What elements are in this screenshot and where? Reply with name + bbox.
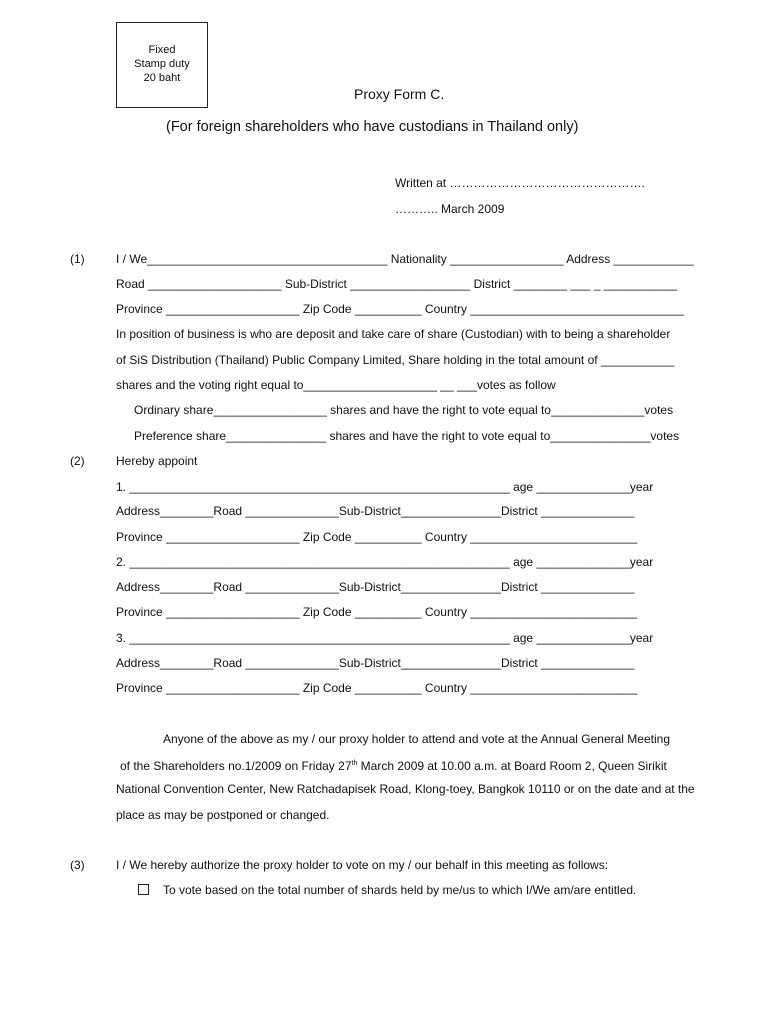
section-2-number: (2) xyxy=(70,454,85,468)
authorize-heading: I / We hereby authorize the proxy holder to vote on my / our behalf in this meeting as follows: xyxy=(116,858,609,872)
proxy-2-address-line[interactable]: Address________Road ______________Sub-District_______________District ______________ xyxy=(116,580,635,594)
meeting-paragraph-line-3: National Convention Center, New Ratchadapisek Road, Klong-toey, Bangkok 10110 or on the date and at the xyxy=(116,782,695,796)
proxy-3-name-line[interactable]: 3. _________________________________________________________ age ______________year xyxy=(116,631,654,645)
voting-right-line[interactable]: shares and the voting right equal to____________________ __ ___votes as follow xyxy=(116,378,556,392)
stamp-duty-box xyxy=(116,22,208,108)
ordinal-superscript: th xyxy=(351,760,358,767)
custodian-statement: In position of business is who are deposit and take care of share (Custodian) with to being a shareholder xyxy=(116,327,671,341)
form-subtitle: (For foreign shareholders who have custodians in Thailand only) xyxy=(166,119,579,135)
ordinary-share-line[interactable]: Ordinary share_________________ shares and have the right to vote equal to______________votes xyxy=(134,403,674,417)
stamp-line-3: 20 baht xyxy=(143,72,181,84)
vote-option-label: To vote based on the total number of shards held by me/us to which I/We am/are entitled. xyxy=(163,883,637,897)
meeting-date-text: of the Shareholders no.1/2009 on Friday 27 xyxy=(120,759,352,773)
meeting-venue-text: March 2009 at 10.00 a.m. at Board Room 2, Queen Sirikit xyxy=(357,759,667,773)
appoint-heading: Hereby appoint xyxy=(116,454,198,468)
meeting-paragraph-line-1: Anyone of the above as my / our proxy holder to attend and vote at the Annual General Meeting xyxy=(163,732,670,746)
proxy-1-province-line[interactable]: Province ____________________ Zip Code __________ Country _________________________ xyxy=(116,530,638,544)
proxy-3-province-line[interactable]: Province ____________________ Zip Code __________ Country _________________________ xyxy=(116,681,638,695)
form-title: Proxy Form C. xyxy=(354,86,445,102)
proxy-1-name-line[interactable]: 1. _________________________________________________________ age ______________year xyxy=(116,480,654,494)
vote-option-checkbox[interactable] xyxy=(138,884,149,895)
written-at-field[interactable]: Written at …………………………………………. xyxy=(395,176,645,190)
proxy-2-province-line[interactable]: Province ____________________ Zip Code __________ Country _________________________ xyxy=(116,605,638,619)
section-1-number: (1) xyxy=(70,252,85,266)
proxy-1-address-line[interactable]: Address________Road ______________Sub-District_______________District ______________ xyxy=(116,504,635,518)
meeting-paragraph-line-2 xyxy=(120,757,667,773)
stamp-line-1: Fixed xyxy=(148,44,176,56)
stamp-line-2: Stamp duty xyxy=(134,58,190,70)
section-3-number: (3) xyxy=(70,858,85,872)
meeting-paragraph-line-4: place as may be postponed or changed. xyxy=(116,808,330,822)
shareholder-address-line[interactable]: Road ____________________ Sub-District __________________ District ________ ___ _ ___________ xyxy=(116,277,678,291)
proxy-3-address-line[interactable]: Address________Road ______________Sub-District_______________District ______________ xyxy=(116,656,635,670)
shareholder-province-line[interactable]: Province ____________________ Zip Code __________ Country ________________________________ xyxy=(116,302,684,316)
preference-share-line[interactable]: Preference share_______________ shares and have the right to vote equal to_______________votes xyxy=(134,429,680,443)
shareholder-name-line[interactable]: I / We____________________________________ Nationality _________________ Address ____________ xyxy=(116,252,694,266)
date-field[interactable]: ……….. March 2009 xyxy=(395,202,505,216)
share-holding-line[interactable]: of SiS Distribution (Thailand) Public Company Limited, Share holding in the total amount of ___________ xyxy=(116,353,675,367)
proxy-2-name-line[interactable]: 2. _________________________________________________________ age ______________year xyxy=(116,555,654,569)
